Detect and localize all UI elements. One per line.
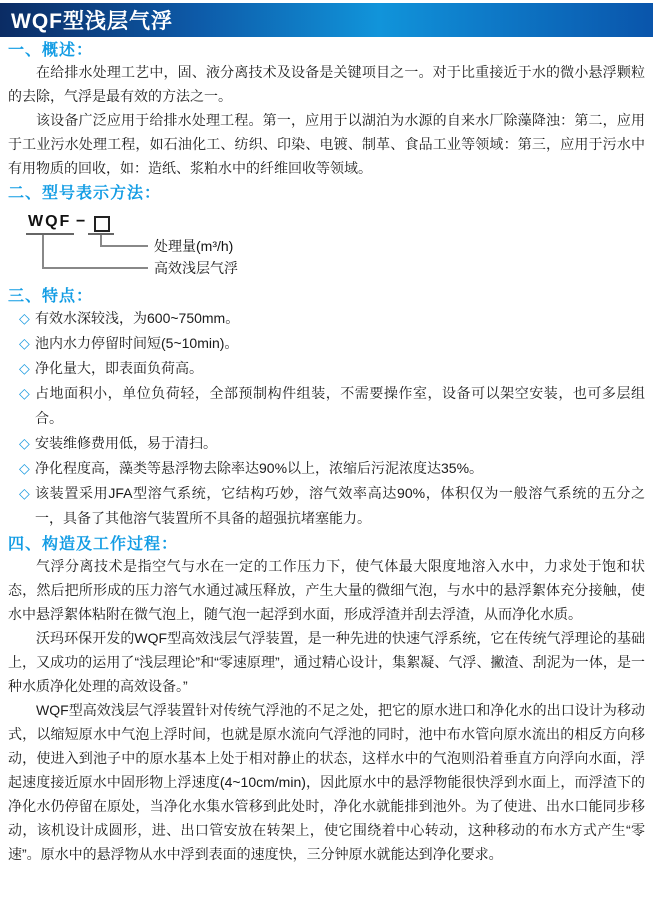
feature-item [19,381,645,431]
page-title: WQF型浅层气浮 [11,10,173,33]
feature-item [19,456,645,481]
model-box-underline [88,213,114,235]
section-heading-construction: 四、构造及工作过程： [8,536,179,553]
construction-paragraph-1: 气浮分离技术是指空气与水在一定的工作压力下，使气体最大限度地溶入水中，力求处于饱和状态，然后把所形成的压力溶气水通过减压释放，产生大量的微细气泡，与水中的悬浮絮体充分接触，使水中悬浮絮体粘附在微气泡上，随气泡一起浮到水面，形成浮渣并刮去浮渣，从而净化水质。 [8,558,645,622]
feature-item-text: 安装维修费用低，易于清扫。 [35,435,217,451]
feature-item [19,306,645,331]
model-prefix-underline [26,213,74,235]
diamond-bullet-icon: ◇ [19,460,30,476]
connector-line-name [42,235,148,269]
page-header-bar [0,3,653,37]
feature-item-text: 占地面积小，单位负荷轻，全部预制构件组装，不需要操作室，设备可以架空安装，也可多层组合。 [35,385,645,426]
model-label-capacity: 处理量(m³/h) [154,238,234,254]
overview-paragraph-1: 在给排水处理工艺中，固、液分离技术及设备是关键项目之一。对于比重接近于水的微小悬浮颗粒的去除，气浮是最有效的方法之一。 [8,64,645,104]
feature-item-text: 净化程度高，藻类等悬浮物去除率达90%以上，浓缩后污泥浓度达35%。 [35,460,484,476]
diamond-bullet-icon: ◇ [19,310,30,326]
feature-item-text: 池内水力停留时间短(5~10min)。 [35,335,239,351]
feature-item [19,431,645,456]
diamond-bullet-icon: ◇ [19,360,30,376]
model-label-name: 高效浅层气浮 [154,260,238,276]
model-code-dash: − [76,213,86,230]
section-heading-features: 三、特点： [8,288,94,305]
overview-paragraph-2: 该设备广泛应用于给排水处理工程。第一，应用于以湖泊为水源的自来水厂除藻降浊：第二，应用于工业污水处理工程，如石油化工、纺织、印染、电镀、制革、食品工业等领域：第三，应用于污水中有用物质的回收，如：造纸、浆粕水中的纤维回收等领域。 [8,112,645,176]
diamond-bullet-icon: ◇ [19,485,30,501]
section-heading-overview: 一、概述： [8,42,94,59]
model-code-prefix: WQF [28,213,72,230]
section-heading-model: 二、型号表示方法： [8,185,162,202]
feature-item [19,481,645,531]
diamond-bullet-icon: ◇ [19,385,30,401]
feature-item-text: 该装置采用JFA型溶气系统，它结构巧妙，溶气效率高达90%，体积仅为一般溶气系统的五分之一，具备了其他溶气装置所不具备的超强抗堵塞能力。 [35,485,645,526]
diamond-bullet-icon: ◇ [19,335,30,351]
feature-item [19,356,645,381]
feature-item-text: 有效水深较浅，为600~750mm。 [35,310,240,326]
feature-item-text: 净化量大，即表面负荷高。 [35,360,203,376]
construction-paragraph-2: 沃玛环保开发的WQF型高效浅层气浮装置，是一种先进的快速气浮系统，它在传统气浮理论的基础上，又成功的运用了“浅层理论”和“零速原理”，通过精心设计，集絮凝、气浮、撇渣、刮泥为一体，是一种水质净化处理的高效设备。” [8,630,645,694]
feature-item [19,331,645,356]
model-code-diagram [8,213,645,283]
features-list [8,306,645,531]
construction-paragraph-3: WQF型高效浅层气浮装置针对传统气浮池的不足之处，把它的原水进口和净化水的出口设计为移动式，以缩短原水中气泡上浮时间，也就是原水流向气浮池的同时，池中布水管向原水流出的相反方向移动，使进入到池子中的原水基本上处于相对静止的状态，这样水中的气泡则沿着垂直方向浮向水面，浮起速度接近原水中固形物上浮速度(4~10cm/min)，因此原水中的悬浮物能很快浮到水面上，而浮渣下的净化水仍停留在原处，当净化水集水管移到此处时，净化水就能排到池外。为了使进、出水口能同步移动，该机设计成圆形，进、出口管安放在转架上，使它围绕着中心转动，这种移动的布水方式产生“零速”。原水中的悬浮物从水中浮到表面的速度快，三分钟原水就能达到净化要求。 [8,702,645,862]
diamond-bullet-icon: ◇ [19,435,30,451]
page-content [0,37,653,866]
